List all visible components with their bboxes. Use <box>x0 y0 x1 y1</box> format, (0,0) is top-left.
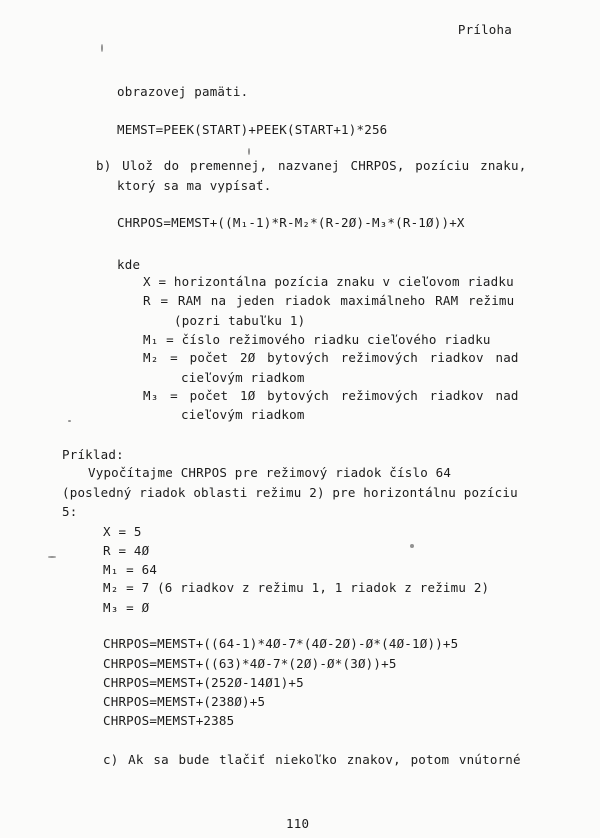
def-m3-cont: cieľovým riadkom <box>181 407 305 422</box>
scan-speck <box>248 148 250 155</box>
calc-step-2: CHRPOS=MEMST+((63)*4Ø-7*(2Ø)-Ø*(3Ø))+5 <box>103 656 397 671</box>
value-m2: M₂ = 7 (6 riadkov z režimu 1, 1 riadok z režimu 2) <box>103 580 490 595</box>
def-x: X = horizontálna pozícia znaku v cieľovom riadku <box>143 274 514 289</box>
page-header: Príloha <box>457 22 512 37</box>
example-line-1: Vypočítajme CHRPOS pre režimový riadok číslo 64 <box>88 465 452 480</box>
formula-memst: MEMST=PEEK(START)+PEEK(START+1)*256 <box>117 122 388 137</box>
text-line-c: c) Ak sa bude tlačiť niekoľko znakov, potom vnútorné <box>103 752 521 767</box>
scan-speck <box>410 544 414 548</box>
def-r-note: (pozri tabuľku 1) <box>174 313 306 328</box>
def-m1: M₁ = číslo režimového riadku cieľového riadku <box>143 332 491 347</box>
example-line-2: (posledný riadok oblasti režimu 2) pre horizontálnu pozíciu <box>62 485 518 500</box>
calc-step-3: CHRPOS=MEMST+(252Ø-14Ø1)+5 <box>103 675 304 690</box>
def-r: R = RAM na jeden riadok maximálneho RAM režimu <box>143 293 515 308</box>
calc-step-1: CHRPOS=MEMST+((64-1)*4Ø-7*(4Ø-2Ø)-Ø*(4Ø-1Ø))+5 <box>103 636 459 651</box>
value-r: R = 4Ø <box>103 543 150 558</box>
text-line-1: obrazovej pamäti. <box>117 84 249 99</box>
def-m3: M₃ = počet 1Ø bytových režimových riadkov nad <box>143 388 519 403</box>
value-m1: M₁ = 64 <box>103 562 158 577</box>
example-line-3: 5: <box>62 504 78 519</box>
def-m2-cont: cieľovým riadkom <box>181 370 305 385</box>
formula-chrpos: CHRPOS=MEMST+((M₁-1)*R-M₂*(R-2Ø)-M₃*(R-1Ø))+X <box>117 215 465 230</box>
calc-step-5: CHRPOS=MEMST+2385 <box>103 713 235 728</box>
value-x: X = 5 <box>103 524 142 539</box>
text-kde: kde <box>117 257 141 272</box>
scan-speck <box>68 420 71 422</box>
scan-speck <box>101 44 103 52</box>
calc-step-4: CHRPOS=MEMST+(238Ø)+5 <box>103 694 266 709</box>
page-number: 110 <box>286 816 310 831</box>
def-m2: M₂ = počet 2Ø bytových režimových riadkov nad <box>143 350 519 365</box>
example-heading: Príklad: <box>62 447 124 462</box>
text-line-b2: ktorý sa ma vypísať. <box>117 178 272 193</box>
scan-speck <box>48 556 56 558</box>
value-m3: M₃ = Ø <box>103 600 150 615</box>
text-line-b: b) Ulož do premennej, nazvanej CHRPOS, pozíciu znaku, <box>96 158 527 173</box>
